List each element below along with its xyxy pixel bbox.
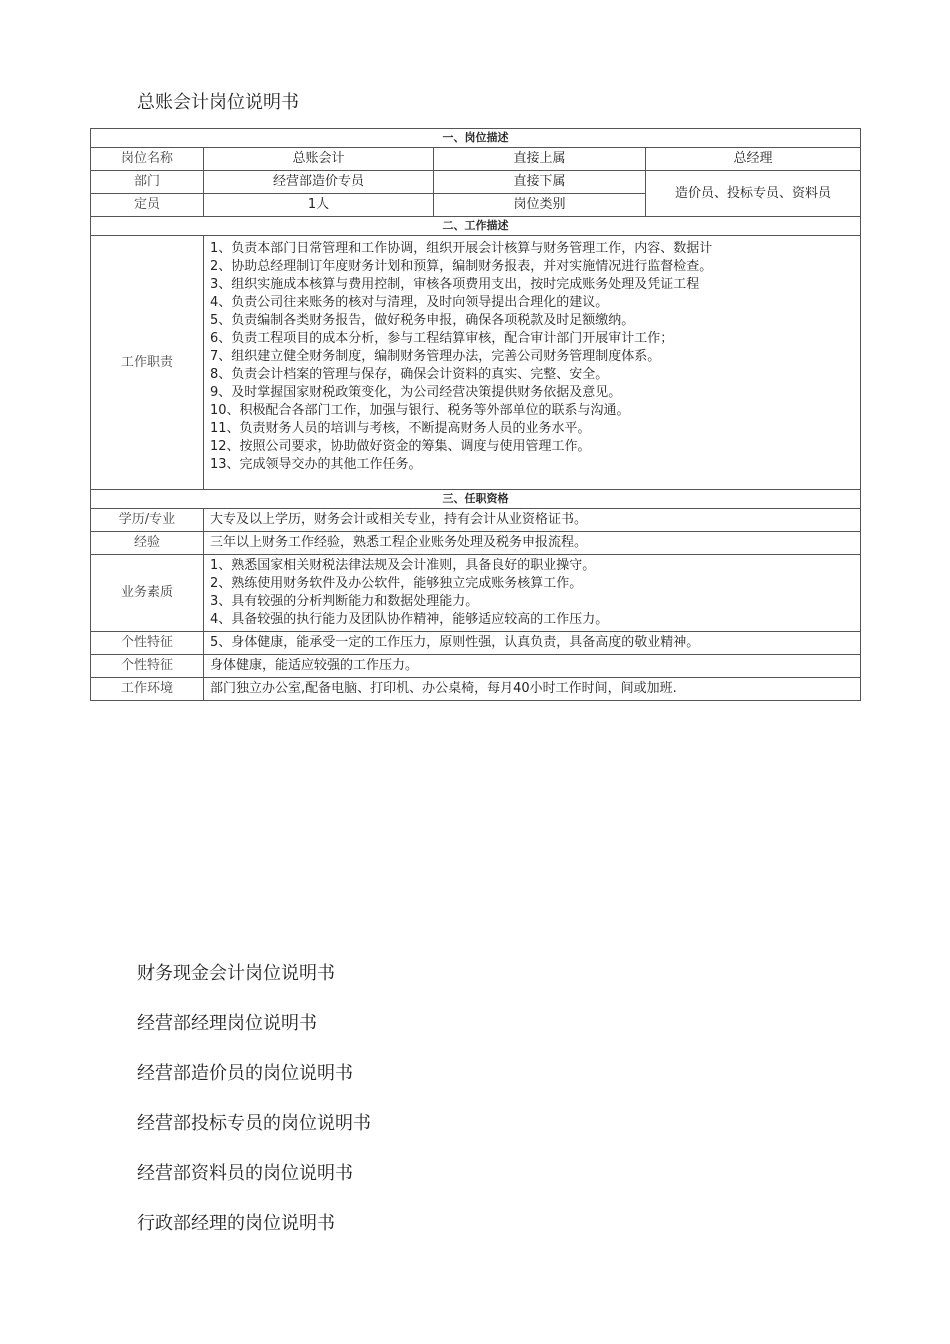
position-name-value: 总账会计 bbox=[204, 148, 434, 171]
document-title: 总账会计岗位说明书 bbox=[137, 92, 299, 113]
duty-item: 8、负责会计档案的管理与保存，确保会计资料的真实、完整、安全。 bbox=[210, 367, 609, 382]
section-basic-heading: 一、岗位描述 bbox=[91, 129, 861, 148]
duty-item: 4、负责公司往来账务的核对与清理，及时向领导提出合理化的建议。 bbox=[210, 295, 609, 310]
skill-item: 2、熟练使用财务软件及办公软件，能够独立完成账务核算工作。 bbox=[210, 576, 583, 591]
duty-item: 1、负责本部门日常管理和工作协调，组织开展会计核算与财务管理工作，内容、数据计 bbox=[210, 241, 713, 256]
duty-item: 10、积极配合各部门工作，加强与银行、税务等外部单位的联系与沟通。 bbox=[210, 403, 630, 418]
duty-item: 11、负责财务人员的培训与考核，不断提高财务人员的业务水平。 bbox=[210, 421, 591, 436]
table-row bbox=[91, 678, 861, 701]
link-cost-estimator[interactable]: 经营部造价员的岗位说明书 bbox=[137, 1063, 353, 1084]
link-business-manager[interactable]: 经营部经理岗位说明书 bbox=[137, 1013, 317, 1034]
superior-label: 直接上属 bbox=[434, 148, 646, 171]
link-admin-manager[interactable]: 行政部经理的岗位说明书 bbox=[137, 1213, 335, 1234]
table-row bbox=[91, 490, 861, 509]
duty-item: 6、负责工程项目的成本分析，参与工程结算审核，配合审计部门开展审计工作； bbox=[210, 331, 674, 346]
duty-item: 2、协助总经理制订年度财务计划和预算，编制财务报表，并对实施情况进行监督检查。 bbox=[210, 259, 713, 274]
personality-value: 5、身体健康，能承受一定的工作压力，原则性强，认真负责，具备高度的敬业精神。 bbox=[204, 632, 861, 655]
table-row bbox=[91, 129, 861, 148]
subordinate-label: 直接下属 bbox=[434, 171, 646, 194]
skill-item: 3、具有较强的分析判断能力和数据处理能力。 bbox=[210, 594, 479, 609]
table-row bbox=[91, 532, 861, 555]
duty-item: 5、负责编制各类财务报告，做好税务申报，确保各项税款及时足额缴纳。 bbox=[210, 313, 635, 328]
headcount-label: 定员 bbox=[91, 194, 204, 217]
headcount-value: 1人 bbox=[204, 194, 434, 217]
link-cash-accountant[interactable]: 财务现金会计岗位说明书 bbox=[137, 963, 335, 984]
table-row bbox=[91, 171, 861, 194]
experience-value: 三年以上财务工作经验，熟悉工程企业账务处理及税务申报流程。 bbox=[204, 532, 861, 555]
duties-list bbox=[204, 236, 861, 490]
personality-label-2: 个性特征 bbox=[91, 655, 204, 678]
position-name-label: 岗位名称 bbox=[91, 148, 204, 171]
skills-list bbox=[204, 555, 861, 632]
table-row bbox=[91, 655, 861, 678]
skill-item: 4、具备较强的执行能力及团队协作精神，能够适应较高的工作压力。 bbox=[210, 612, 609, 627]
table-row bbox=[91, 632, 861, 655]
table-row bbox=[91, 555, 861, 632]
environment-value: 部门独立办公室,配备电脑、打印机、办公桌椅，每月40小时工作时间，间或加班. bbox=[204, 678, 861, 701]
subordinate-value: 造价员、投标专员、资料员 bbox=[646, 171, 861, 217]
environment-label: 工作环境 bbox=[91, 678, 204, 701]
department-label: 部门 bbox=[91, 171, 204, 194]
education-label: 学历/专业 bbox=[91, 509, 204, 532]
duty-item: 7、组织建立健全财务制度，编制财务管理办法，完善公司财务管理制度体系。 bbox=[210, 349, 661, 364]
section-duties-heading: 二、工作描述 bbox=[91, 217, 861, 236]
education-value: 大专及以上学历，财务会计或相关专业，持有会计从业资格证书。 bbox=[204, 509, 861, 532]
job-description-table bbox=[90, 128, 861, 701]
duty-item: 9、及时掌握国家财税政策变化，为公司经营决策提供财务依据及意见。 bbox=[210, 385, 622, 400]
duty-item: 3、组织实施成本核算与费用控制，审核各项费用支出，按时完成账务处理及凭证工程 bbox=[210, 277, 700, 292]
personality-value-2: 身体健康，能适应较强的工作压力。 bbox=[204, 655, 861, 678]
skills-label: 业务素质 bbox=[91, 555, 204, 632]
table-row bbox=[91, 148, 861, 171]
section-qualification-heading: 三、任职资格 bbox=[91, 490, 861, 509]
link-bidding-specialist[interactable]: 经营部投标专员的岗位说明书 bbox=[137, 1113, 371, 1134]
position-type-label: 岗位类别 bbox=[434, 194, 646, 217]
personality-label: 个性特征 bbox=[91, 632, 204, 655]
duties-label: 工作职责 bbox=[91, 236, 204, 490]
experience-label: 经验 bbox=[91, 532, 204, 555]
duty-item: 13、完成领导交办的其他工作任务。 bbox=[210, 457, 422, 472]
related-documents-list bbox=[137, 960, 371, 1260]
department-value: 经营部造价专员 bbox=[204, 171, 434, 194]
table-row bbox=[91, 236, 861, 490]
skill-item: 1、熟悉国家相关财税法律法规及会计准则，具备良好的职业操守。 bbox=[210, 558, 596, 573]
table-row bbox=[91, 217, 861, 236]
table-row bbox=[91, 509, 861, 532]
superior-value: 总经理 bbox=[646, 148, 861, 171]
link-document-clerk[interactable]: 经营部资料员的岗位说明书 bbox=[137, 1163, 353, 1184]
duty-item: 12、按照公司要求，协助做好资金的筹集、调度与使用管理工作。 bbox=[210, 439, 591, 454]
